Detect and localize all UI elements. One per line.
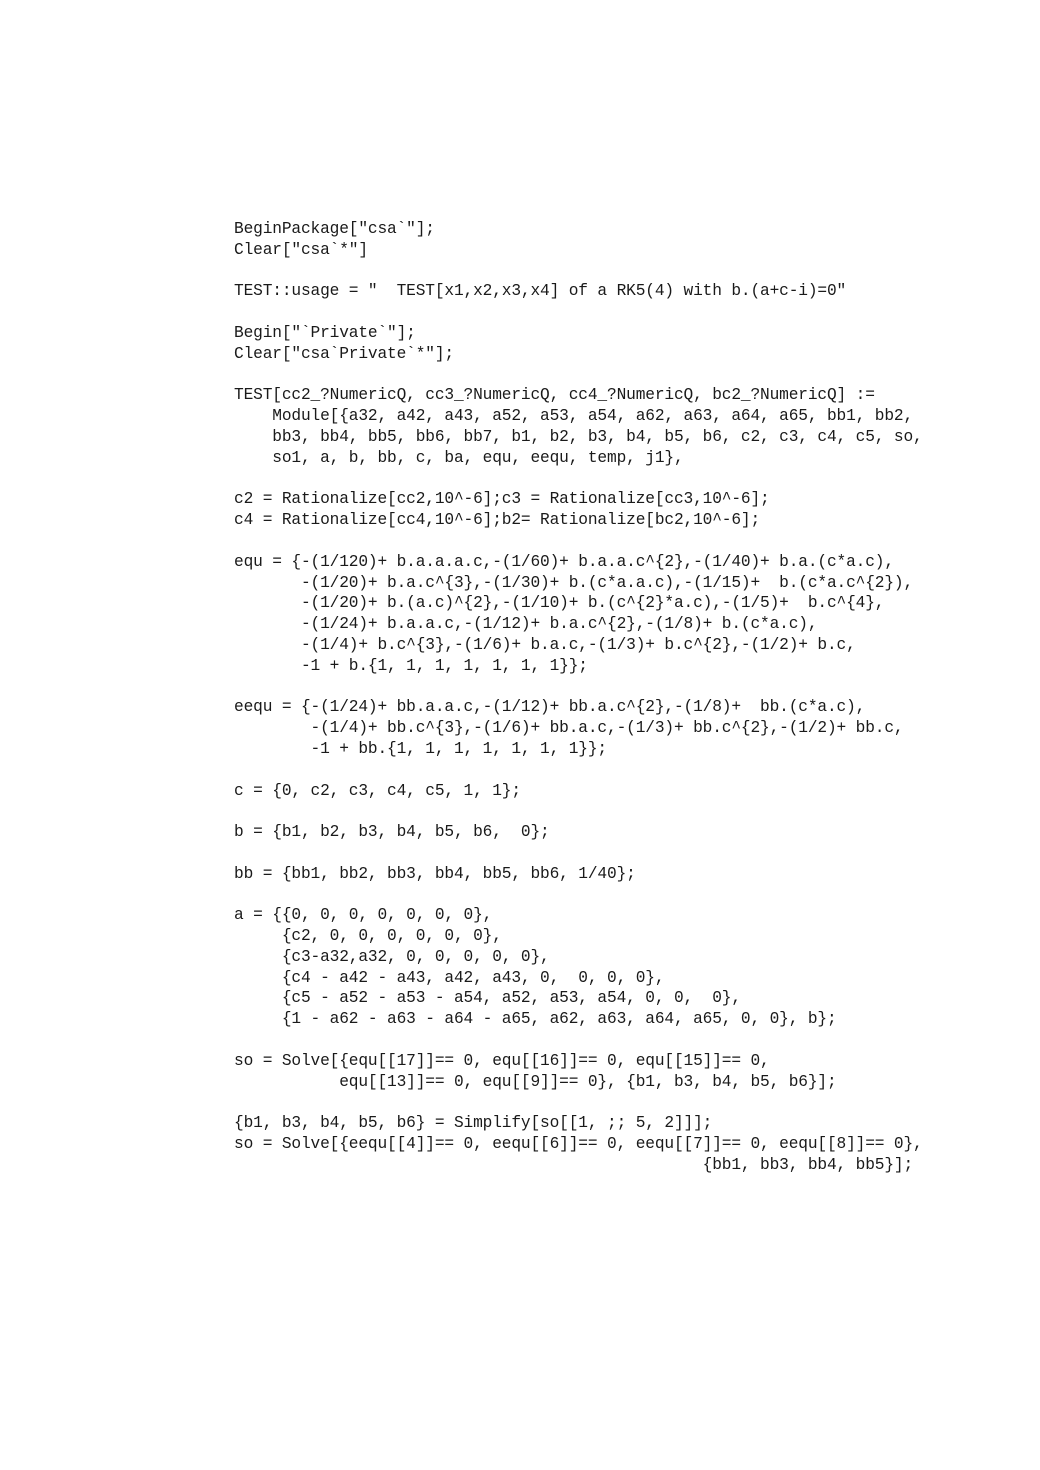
blank-line	[234, 302, 1014, 323]
code-line: -(1/20)+ b.a.c^{3},-(1/30)+ b.(c*a.a.c),-(1/15)+ b.(c*a.c^{2}),	[234, 573, 914, 592]
code-line: {c4 - a42 - a43, a42, a43, 0, 0, 0, 0},	[234, 968, 665, 987]
blank-line	[234, 760, 1014, 781]
blank-line	[234, 531, 1014, 552]
code-line: -(1/4)+ bb.c^{3},-(1/6)+ bb.a.c,-(1/3)+ bb.c^{2},-(1/2)+ bb.c,	[234, 719, 904, 738]
code-line: bb = {bb1, bb2, bb3, bb4, bb5, bb6, 1/40};	[234, 864, 636, 883]
code-line: bb3, bb4, bb5, bb6, bb7, b1, b2, b3, b4, b5, b6, c2, c3, c4, c5, so,	[234, 427, 923, 446]
blank-line	[234, 801, 1014, 822]
code-line: so1, a, b, bb, c, ba, equ, eequ, temp, j1},	[234, 448, 684, 467]
code-line: {c5 - a52 - a53 - a54, a52, a53, a54, 0, 0, 0},	[234, 989, 741, 1008]
code-line: -(1/4)+ b.c^{3},-(1/6)+ b.a.c,-(1/3)+ b.c^{2},-(1/2)+ b.c,	[234, 635, 856, 654]
code-line: {1 - a62 - a63 - a64 - a65, a62, a63, a64, a65, 0, 0}, b};	[234, 1010, 837, 1029]
code-line: Begin["`Private`"];	[234, 323, 416, 342]
code-line: equ[[13]]== 0, equ[[9]]== 0}, {b1, b3, b4, b5, b6}];	[234, 1072, 837, 1091]
code-line: {bb1, bb3, bb4, bb5}];	[234, 1155, 914, 1174]
code-line: b = {b1, b2, b3, b4, b5, b6, 0};	[234, 823, 550, 842]
code-line: -1 + b.{1, 1, 1, 1, 1, 1, 1}};	[234, 656, 588, 675]
code-line: Module[{a32, a42, a43, a52, a53, a54, a62, a63, a64, a65, bb1, bb2,	[234, 407, 914, 426]
code-line: so = Solve[{equ[[17]]== 0, equ[[16]]== 0, equ[[15]]== 0,	[234, 1051, 770, 1070]
code-line: Clear["csa`Private`*"];	[234, 344, 454, 363]
blank-line	[234, 677, 1014, 698]
code-line: TEST[cc2_?NumericQ, cc3_?NumericQ, cc4_?NumericQ, bc2_?NumericQ] :=	[234, 386, 875, 405]
code-line: a = {{0, 0, 0, 0, 0, 0, 0},	[234, 906, 493, 925]
blank-line	[234, 885, 1014, 906]
blank-line	[234, 1092, 1014, 1113]
code-line: c2 = Rationalize[cc2,10^-6];c3 = Rationalize[cc3,10^-6];	[234, 490, 770, 509]
code-line: -(1/20)+ b.(a.c)^{2},-(1/10)+ b.(c^{2}*a.c),-(1/5)+ b.c^{4},	[234, 594, 885, 613]
blank-line	[234, 261, 1014, 282]
code-line: {c2, 0, 0, 0, 0, 0, 0},	[234, 927, 502, 946]
code-line: {c3-a32,a32, 0, 0, 0, 0, 0},	[234, 947, 550, 966]
code-line: eequ = {-(1/24)+ bb.a.a.c,-(1/12)+ bb.a.c^{2},-(1/8)+ bb.(c*a.c),	[234, 698, 866, 717]
code-line: -1 + bb.{1, 1, 1, 1, 1, 1, 1}};	[234, 739, 607, 758]
blank-line	[234, 843, 1014, 864]
code-line: {b1, b3, b4, b5, b6} = Simplify[so[[1, ;; 5, 2]]];	[234, 1114, 713, 1133]
code-line: c = {0, c2, c3, c4, c5, 1, 1};	[234, 781, 521, 800]
blank-line	[234, 1030, 1014, 1051]
code-line: BeginPackage["csa`"];	[234, 220, 435, 238]
blank-line	[234, 365, 1014, 386]
code-line: so = Solve[{eequ[[4]]== 0, eequ[[6]]== 0, eequ[[7]]== 0, eequ[[8]]== 0},	[234, 1135, 923, 1154]
code-line: c4 = Rationalize[cc4,10^-6];b2= Rationalize[bc2,10^-6];	[234, 511, 761, 530]
code-line: TEST::usage = " TEST[x1,x2,x3,x4] of a RK5(4) with b.(a+c-i)=0"	[234, 282, 847, 301]
blank-line	[234, 469, 1014, 490]
code-listing	[234, 219, 1014, 1176]
code-line: Clear["csa`*"]	[234, 240, 368, 259]
code-line: equ = {-(1/120)+ b.a.a.a.c,-(1/60)+ b.a.a.c^{2},-(1/40)+ b.a.(c*a.c),	[234, 552, 894, 571]
code-line: -(1/24)+ b.a.a.c,-(1/12)+ b.a.c^{2},-(1/8)+ b.(c*a.c),	[234, 615, 818, 634]
